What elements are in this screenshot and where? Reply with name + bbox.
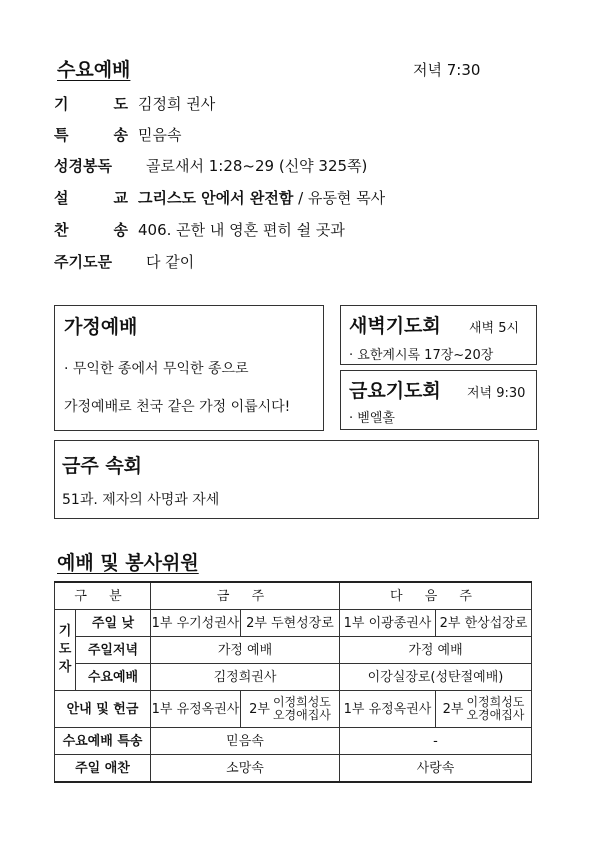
info-value: 다 같이 <box>146 253 195 271</box>
prayer-group-label: 기 도 자 <box>55 610 76 691</box>
table-cell <box>241 691 340 728</box>
info-row-scripture <box>54 153 367 179</box>
info-value: 골로새서 1:28~29 (신약 325쪽) <box>146 157 368 175</box>
row-label: 수요예배 <box>76 664 151 691</box>
row-label: 주일 낮 <box>76 610 151 637</box>
sermon-title: 그리스도 안에서 완전함 <box>138 189 294 207</box>
info-row-prayer <box>54 91 215 117</box>
table-row <box>55 755 532 783</box>
table-row <box>55 637 532 664</box>
header-next-week: 다 음 주 <box>340 582 532 610</box>
header-this-week: 금 주 <box>151 582 340 610</box>
table-cell: 2부 한상섭장로 <box>436 610 532 637</box>
table-row <box>55 691 532 728</box>
family-worship-box <box>54 305 324 431</box>
family-worship-line2: 가정예배로 천국 같은 가정 이룹시다! <box>64 399 291 415</box>
table-cell: 가정 예배 <box>340 637 532 664</box>
row-label: 주일 애찬 <box>55 755 151 783</box>
row-label: 수요예배 특송 <box>55 728 151 755</box>
friday-prayer-line: · 벧엘홀 <box>349 411 395 426</box>
table-cell: 김정희권사 <box>151 664 340 691</box>
cell-meeting-title: 금주 속회 <box>62 455 143 477</box>
table-cell: - <box>340 728 532 755</box>
cell-line: 오경애집사 <box>466 708 525 722</box>
table-row <box>55 728 532 755</box>
table-cell: 이강실장로(성탄절예배) <box>340 664 532 691</box>
table-cell: 사랑속 <box>340 755 532 783</box>
cell-line: 이정희성도 <box>272 695 331 709</box>
dawn-prayer-box <box>340 305 537 365</box>
info-label: 주기도문 <box>54 253 112 271</box>
family-worship-title: 가정예배 <box>64 316 138 338</box>
info-label: 특 송 <box>54 126 128 144</box>
info-value: 김정희 권사 <box>138 95 216 113</box>
info-value: 406. 곤한 내 영혼 편히 쉴 곳과 <box>138 221 345 239</box>
info-value <box>138 185 385 211</box>
info-label: 찬 송 <box>54 221 128 239</box>
table-cell: 1부 우기성권사 <box>151 610 241 637</box>
table-cell: 믿음속 <box>151 728 340 755</box>
row-label: 주일저녁 <box>76 637 151 664</box>
info-label: 기 도 <box>54 95 128 113</box>
friday-prayer-time: 저녁 9:30 <box>467 386 526 401</box>
friday-prayer-title: 금요기도회 <box>349 380 441 402</box>
info-label: 설 교 <box>54 189 128 207</box>
table-cell: 소망속 <box>151 755 340 783</box>
info-row-hymn <box>54 217 345 243</box>
dawn-prayer-title: 새벽기도회 <box>349 315 441 337</box>
family-worship-line1: · 무익한 종에서 무익한 종으로 <box>64 361 249 377</box>
wednesday-title: 수요예배 <box>57 59 131 81</box>
table-row <box>55 610 532 637</box>
header-category: 구 분 <box>55 582 151 610</box>
duty-roster-title: 예배 및 봉사위원 <box>57 552 199 574</box>
cell-line: 이정희성도 <box>466 695 525 709</box>
cell-prefix: 2부 <box>249 701 270 717</box>
table-header-row <box>55 582 532 610</box>
table-cell <box>436 691 532 728</box>
cell-line: 오경애집사 <box>272 708 331 722</box>
row-label: 안내 및 헌금 <box>55 691 151 728</box>
table-row <box>55 664 532 691</box>
table-cell: 1부 이광종권사 <box>340 610 436 637</box>
info-label: 성경봉독 <box>54 157 112 175</box>
info-value: 믿음속 <box>138 126 182 144</box>
duty-roster-table <box>54 581 532 783</box>
cell-prefix: 2부 <box>442 701 464 717</box>
table-cell: 가정 예배 <box>151 637 340 664</box>
info-row-sermon <box>54 185 385 211</box>
table-cell: 1부 유정옥권사 <box>340 691 436 728</box>
info-row-lords-prayer <box>54 249 194 275</box>
dawn-prayer-time: 새벽 5시 <box>469 321 520 336</box>
cell-meeting-line: 51과. 제자의 사명과 자세 <box>62 492 220 508</box>
friday-prayer-box <box>340 370 537 430</box>
table-cell: 1부 유정옥권사 <box>151 691 241 728</box>
info-row-special-song <box>54 122 181 148</box>
table-cell: 2부 두현성장로 <box>241 610 340 637</box>
wednesday-time: 저녁 7:30 <box>413 61 481 79</box>
dawn-prayer-line: · 요한계시록 17장~20장 <box>349 348 494 363</box>
cell-meeting-box <box>54 440 539 519</box>
sermon-preacher: / 유동현 목사 <box>293 189 386 207</box>
